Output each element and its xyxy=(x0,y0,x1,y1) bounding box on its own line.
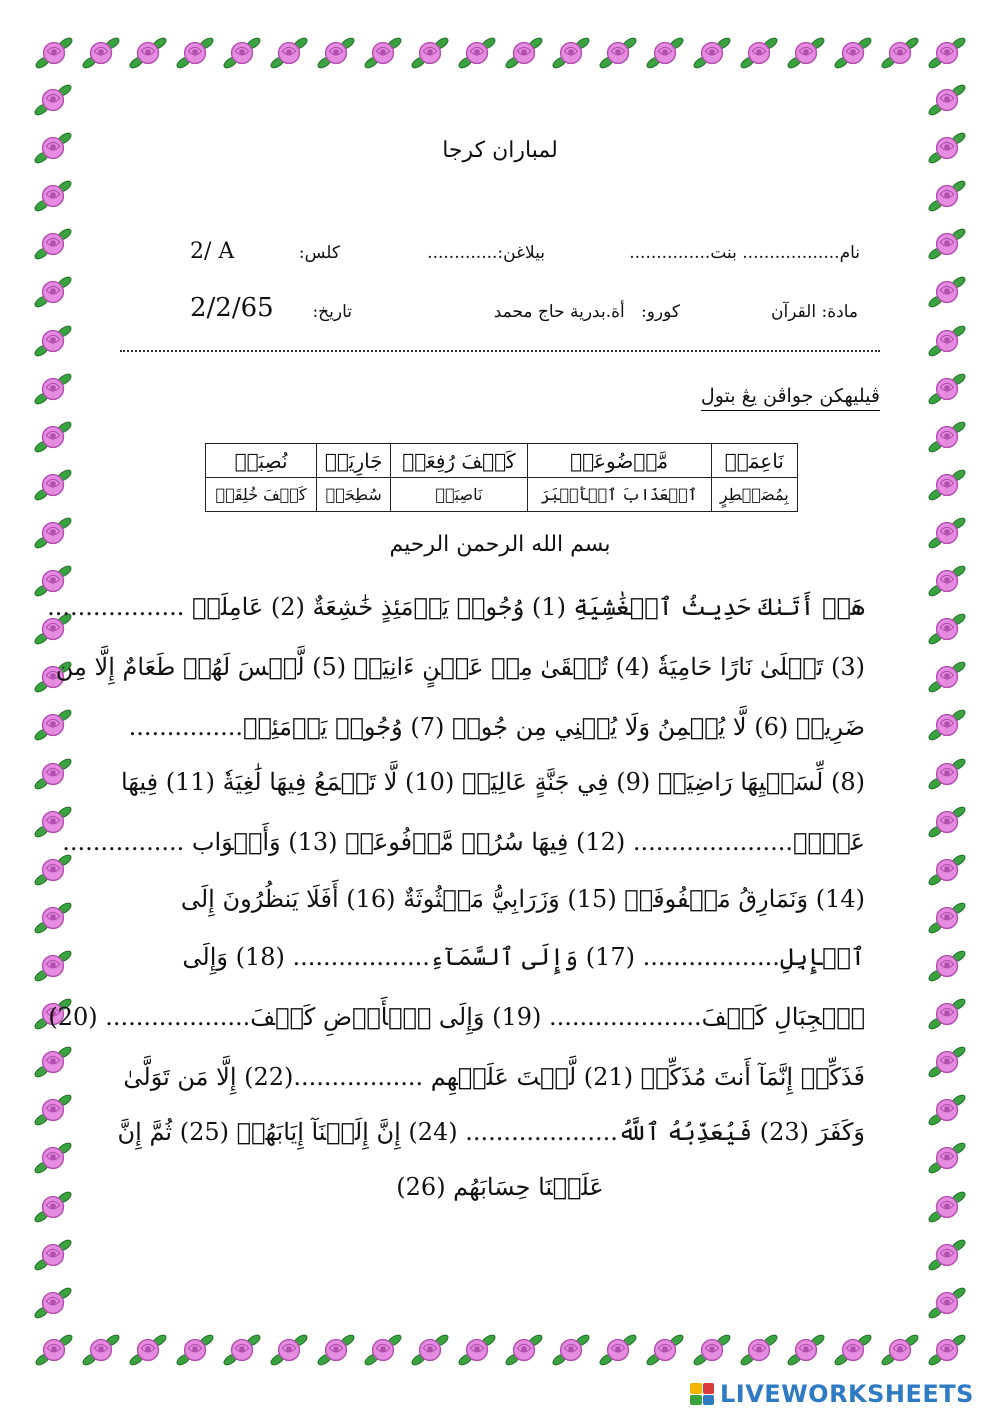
bin-dots: ............... xyxy=(629,243,711,263)
word-option[interactable]: نُصِبَتۡ xyxy=(206,444,317,478)
class-value: 2/ A xyxy=(190,239,235,264)
word-bank-row xyxy=(206,444,798,478)
word-option[interactable]: كَيۡفَ خُلِقَتۡ xyxy=(206,478,317,512)
verse-line-7: ٱلۡإِبِلِ.................. (17) وَإِلَى ٱلسَّمَآءِ.................. (18) وَإِلَى xyxy=(182,943,865,971)
worksheet-title: لمباران كرجا xyxy=(442,138,558,163)
verse-line-5: عَيۡنٞ..................... (12) فِيهَا سُرُرٞ مَّرۡفُوعَةٞ (13) وَأَكۡوَاب ................ xyxy=(62,828,865,856)
separator-dotted-line xyxy=(120,350,880,352)
basmala: بسم الله الرحمن الرحيم xyxy=(389,532,611,557)
bilangan-field: بيلاغن:............. xyxy=(427,243,545,263)
name-label: نام xyxy=(839,243,860,263)
verse-line-2: (3) تَصۡلَىٰ نَارًا حَامِيَةٗ (4) تُسۡقَىٰ مِنۡ عَيۡنٍ ءَانِيَةٖ (5) لَّيۡسَ لَهُمۡ طَعَامٌ إِلَّا مِن xyxy=(55,653,865,681)
word-option[interactable]: بِمُصَيۡطِرٍ xyxy=(711,478,797,512)
verse-line-4: (8) لِّسَعۡيِهَا رَاضِيَةٞ (9) فِي جَنَّةٍ عَالِيَةٖ (10) لَّا تَسۡمَعُ فِيهَا لَٰغِيَةٗ (11) فِيهَا xyxy=(120,768,865,796)
class-label: كلس: xyxy=(298,243,340,263)
verse-line-8: ٱلۡجِبَالِ كَيۡفَ.................... (19) وَإِلَى ٱلۡأَرۡضِ كَيۡفَ................... (20) xyxy=(48,1003,865,1031)
word-option[interactable]: كَيۡفَ رُفِعَتۡ xyxy=(391,444,527,478)
word-option[interactable]: مَّوۡضُوعَةٞ xyxy=(527,444,711,478)
word-option[interactable]: سُطِحَتۡ xyxy=(317,478,391,512)
name-field xyxy=(629,243,860,263)
bin-label: بنت xyxy=(710,243,737,263)
instruction-text: ڤيليهكن جواڤن يڠ بتول xyxy=(701,385,880,411)
liveworksheets-logo-icon xyxy=(690,1383,714,1405)
teacher-field xyxy=(494,302,680,322)
verse-line-10: وَكَفَرَ (23) فَيُعَذِّبُهُ ٱللَّهُ.................... (24) إِنَّ إِلَيۡنَآ إِيَابَهُمۡ (25) ثُمَّ إِنَّ xyxy=(117,1118,865,1146)
verse-line-11: عَلَيۡنَا حِسَابَهُم (26) xyxy=(396,1173,604,1201)
verse-line-6: (14) وَنَمَارِقُ مَصۡفُوفَةٞ (15) وَزَرَابِيُّ مَبۡثُوثَةٌ (16) أَفَلَا يَنظُرُونَ إِلَى xyxy=(180,885,865,913)
verse-line-1: هَلۡ أَتَىٰكَ حَدِيثُ ٱلۡغَٰشِيَةِ (1) وُجُوهٞ يَوۡمَئِذٍ خَٰشِعَةٌ (2) عَامِلَةٞ .................. xyxy=(47,593,865,621)
verse-line-9: فَذَكِّرۡ إِنَّمَآ أَنتَ مُذَكِّرٞ (21) لَّسۡتَ عَلَيۡهِم .................(22) إِلَّا مَن تَوَلَّىٰ xyxy=(123,1063,865,1091)
subject-label: مادة: xyxy=(821,302,858,322)
word-option[interactable]: جَارِيَةٞ xyxy=(317,444,391,478)
date-label: تاريخ: xyxy=(312,302,352,322)
bilangan-label: بيلاغن xyxy=(503,243,545,263)
word-bank-table xyxy=(205,443,798,512)
name-dots: .................. xyxy=(742,243,840,263)
logo-text: LIVEWORKSHEETS xyxy=(720,1380,974,1408)
verse-line-3: ضَرِيعٖ (6) لَّا يُسۡمِنُ وَلَا يُغۡنِي مِن جُوعٖ (7) وُجُوهٞ يَوۡمَئِذٖ............... xyxy=(128,713,865,741)
word-bank-row xyxy=(206,478,798,512)
word-option[interactable]: ٱلۡعَذَابَ ٱلۡأَكۡبَرَ xyxy=(527,478,711,512)
date-value: 2/2/65 xyxy=(190,293,274,323)
word-option[interactable]: نَاصِبَةٞ xyxy=(391,478,527,512)
teacher-value: أة.بدرية حاج محمد xyxy=(493,302,625,322)
liveworksheets-logo[interactable] xyxy=(690,1380,974,1408)
subject-field xyxy=(771,302,858,322)
teacher-label: كورو: xyxy=(640,302,680,322)
bilangan-dots: ............. xyxy=(427,243,498,263)
word-option[interactable]: نَاعِمَةٞ xyxy=(711,444,797,478)
subject-value: القرآن xyxy=(771,302,817,322)
